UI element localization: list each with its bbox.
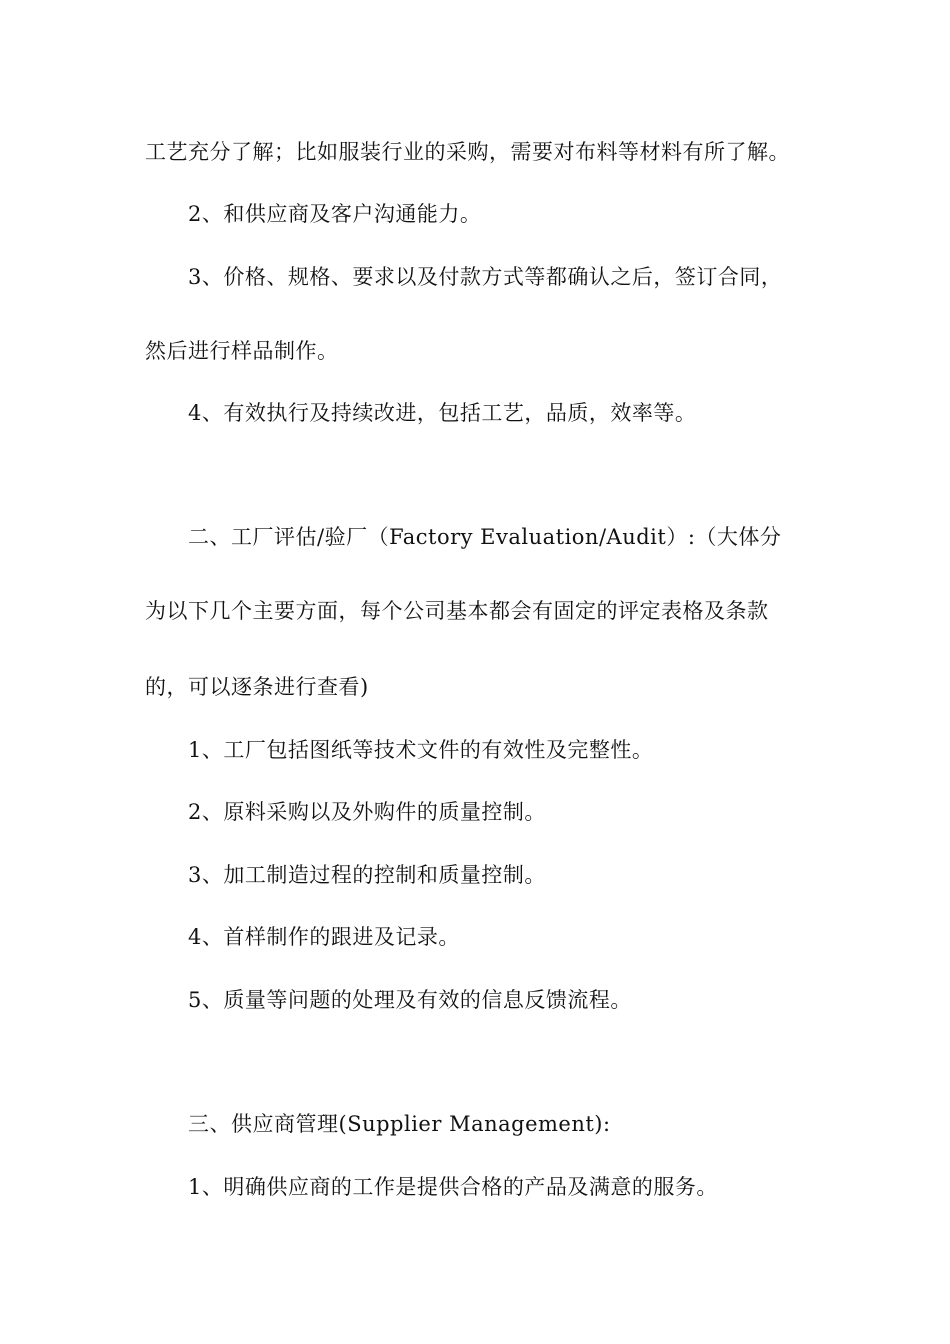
list-item: 1、工厂包括图纸等技术文件的有效性及完整性。: [188, 738, 654, 762]
list-item: 2、和供应商及客户沟通能力。: [188, 202, 482, 226]
paragraph-line: 的，可以逐条进行查看): [145, 675, 369, 699]
list-item: 4、有效执行及持续改进，包括工艺，品质，效率等。: [188, 401, 697, 425]
section-heading: 三、供应商管理(Supplier Management):: [188, 1112, 611, 1136]
list-item: 3、加工制造过程的控制和质量控制。: [188, 863, 546, 887]
list-item: 3、价格、规格、要求以及付款方式等都确认之后，签订合同，: [188, 265, 783, 289]
list-item: 2、原料采购以及外购件的质量控制。: [188, 800, 546, 824]
paragraph-line: 然后进行样品制作。: [145, 339, 339, 363]
section-heading: 二、工厂评估/验厂（Factory Evaluation/Audit）:（大体分: [188, 525, 782, 549]
list-item: 5、质量等问题的处理及有效的信息反馈流程。: [188, 988, 632, 1012]
list-item: 4、首样制作的跟进及记录。: [188, 925, 460, 949]
paragraph-line: 工艺充分了解；比如服装行业的采购，需要对布料等材料有所了解。: [145, 140, 790, 164]
paragraph-line: 为以下几个主要方面，每个公司基本都会有固定的评定表格及条款: [145, 599, 769, 623]
list-item: 1、明确供应商的工作是提供合格的产品及满意的服务。: [188, 1175, 718, 1199]
